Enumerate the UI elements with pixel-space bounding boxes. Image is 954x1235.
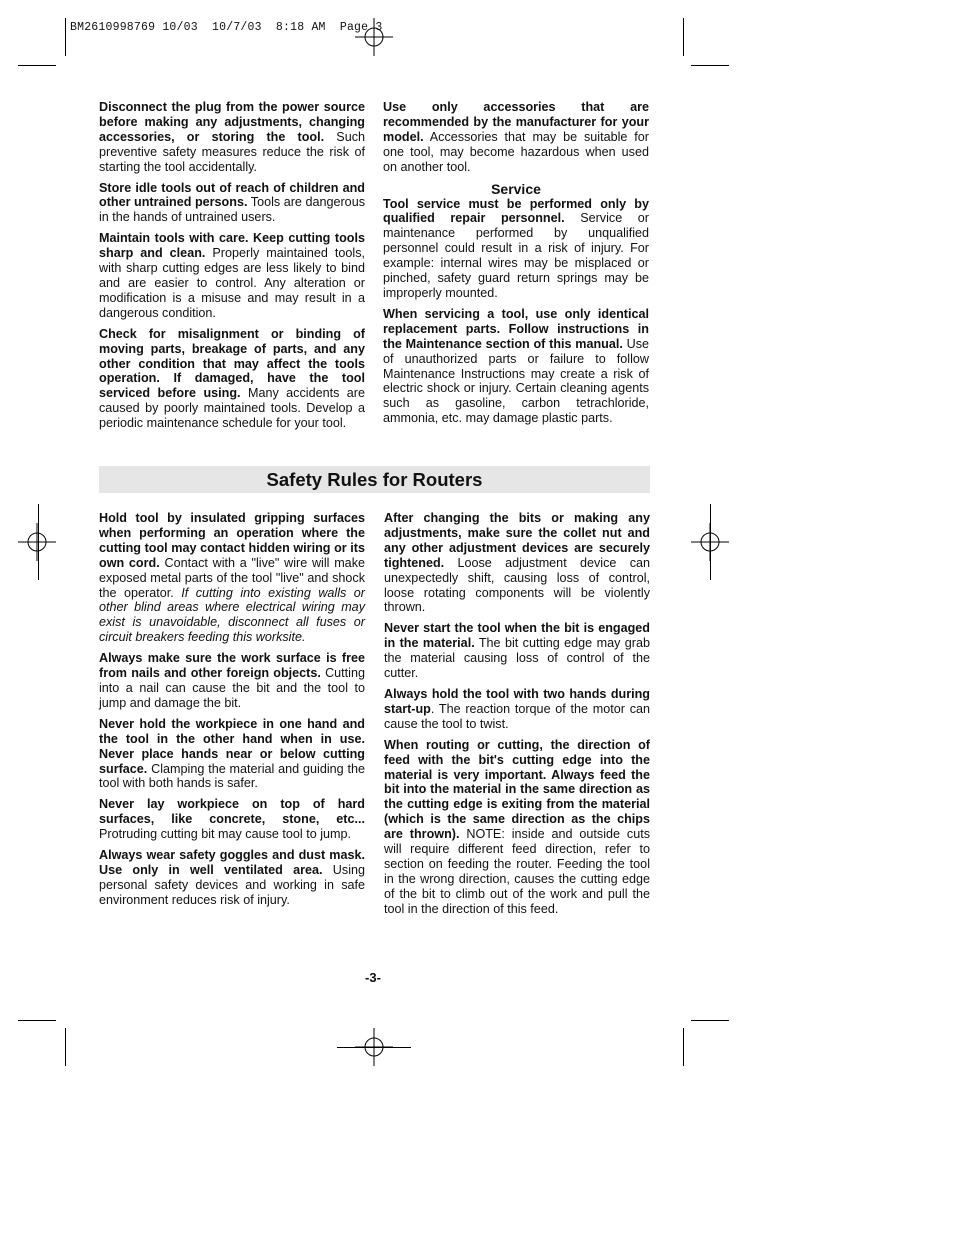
registration-mark-icon (18, 523, 56, 561)
crop-mark (683, 18, 684, 56)
safety-paragraph: After changing the bits or making any adjustments, make sure the collet nut and any other adjustment devices are securely tightened. Loose adjustment device can unexpectedly shift, causing loss of control, loose rotating components will be violently thrown. (384, 511, 650, 615)
page-number: -3- (365, 970, 381, 985)
safety-paragraph: Hold tool by insulated gripping surfaces when performing an operation where the cutting tool may contact hidden wiring or its own cord. Contact with a "live" wire will make exposed metal parts of the tool "live" and shock the operator. If cutting into existing walls or other blind areas where electrical wiring may exist is unavoidable, disconnect all fuses or circuit breakers feeding this worksite. (99, 511, 366, 645)
registration-line (38, 504, 39, 580)
registration-mark-icon (355, 18, 393, 56)
section-title: Safety Rules for Routers (99, 466, 650, 493)
top-left-column (99, 100, 365, 437)
safety-paragraph: When routing or cutting, the direction of feed with the bit's cutting edge into the material is very important. Always feed the bit into the material in the same direction as the cutting edge is exiting from the material (which is the same direction as the chips are thrown). NOTE: inside and outside cuts will require different feed direction, refer to section on feeding the router. Feeding the tool in the wrong direction, causes the cutting edge of the bit to climb out of the work and pull the tool in the direction of this feed. (384, 737, 650, 916)
print-header: BM2610998769 10/03 10/7/03 8:18 AM Page 3 (70, 21, 383, 34)
crop-mark (65, 1028, 66, 1066)
safety-paragraph: Never start the tool when the bit is engaged in the material. The bit cutting edge may grab the material causing loss of control of the cutter. (384, 621, 650, 681)
crop-mark (18, 65, 56, 66)
safety-paragraph: Check for misalignment or binding of moving parts, breakage of parts, and any other condition that may affect the tools operation. If damaged, have the tool serviced before using. Many accidents are caused by poorly maintained tools. Develop a periodic maintenance schedule for your tool. (99, 326, 365, 431)
registration-line (710, 504, 711, 580)
safety-paragraph: Maintain tools with care. Keep cutting tools sharp and clean. Properly maintained tools, with sharp cutting edges are less likely to bind and are easier to control. Any alteration or modification is a misuse and may result in a dangerous condition. (99, 231, 365, 320)
safety-paragraph: Use only accessories that are recommended by the manufacturer for your model. Accessories that may be suitable for one tool, may become hazardous when used on another tool. (383, 100, 649, 174)
crop-mark (683, 1028, 684, 1066)
safety-paragraph: Store idle tools out of reach of children and other untrained persons. Tools are dangerous in the hands of untrained users. (99, 180, 365, 225)
safety-paragraph: Never lay workpiece on top of hard surfaces, like concrete, stone, etc... Protruding cutting bit may cause tool to jump. (99, 797, 365, 842)
service-heading: Service (491, 180, 541, 197)
crop-mark (691, 1020, 729, 1021)
crop-mark (691, 65, 729, 66)
registration-line (337, 1047, 411, 1048)
top-right-column (383, 100, 649, 432)
safety-paragraph: Tool service must be performed only by qualified repair personnel. Service or maintenance performed by unqualified personnel could result in a risk of injury. For example: internal wires may be misplaced or pinched, safety guard return springs may be improperly mounted. (383, 196, 649, 300)
safety-paragraph: Always wear safety goggles and dust mask. Use only in well ventilated area. Using personal safety devices and working in safe environment reduces risk of injury. (99, 848, 365, 907)
safety-paragraph: Always make sure the work surface is free from nails and other foreign objects. Cutting into a nail can cause the bit and the tool to jump and damage the bit. (99, 651, 365, 710)
crop-mark (65, 18, 66, 56)
safety-paragraph: Always hold the tool with two hands during start-up. The reaction torque of the motor can cause the tool to twist. (384, 686, 650, 731)
safety-paragraph: When servicing a tool, use only identical replacement parts. Follow instructions in the Maintenance section of this manual. Use of unauthorized parts or failure to follow Maintenance Instructions may create a risk of electric shock or injury. Certain cleaning agents such as gasoline, carbon tetrachloride, ammonia, etc. may damage plastic parts. (383, 306, 649, 426)
crop-mark (18, 1020, 56, 1021)
safety-paragraph: Never hold the workpiece in one hand and the tool in the other hand when in use. Never place hands near or below cutting surface. Clamping the material and guiding the tool with both hands is safer. (99, 716, 365, 791)
bottom-right-column (384, 511, 650, 923)
bottom-left-column (99, 511, 365, 914)
safety-paragraph: Disconnect the plug from the power source before making any adjustments, changing accessories, or storing the tool. Such preventive safety measures reduce the risk of starting the tool accidentally. (99, 100, 365, 174)
